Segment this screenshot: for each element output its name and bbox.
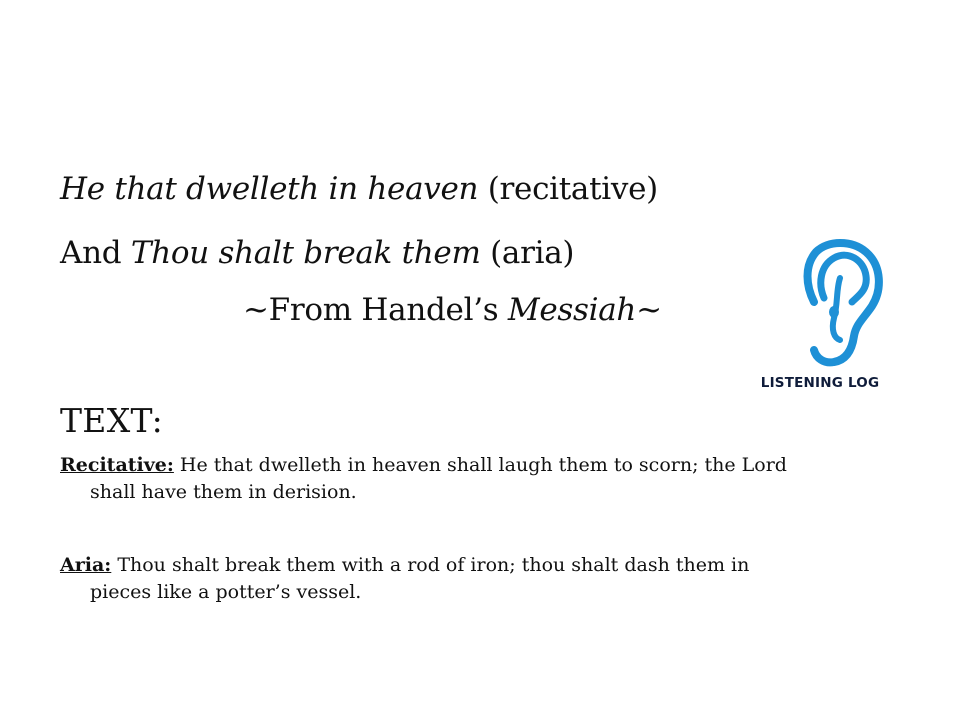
recitative-paragraph (60, 452, 915, 506)
recitative-label: Recitative: (60, 454, 174, 476)
aria-label: Aria: (60, 554, 112, 576)
title-line-1-plain: (recitative) (478, 171, 658, 207)
aria-paragraph (60, 552, 915, 606)
recitative-text-line-1: He that dwelleth in heaven shall laugh them to scorn; the Lord (173, 454, 787, 476)
text-heading: TEXT: (60, 401, 164, 440)
title-line-3-italic: Messiah (507, 292, 637, 328)
logo-caption: LISTENING LOG (760, 375, 880, 391)
title-line-2-italic: Thou shalt break them (130, 235, 481, 271)
recitative-text-line-2: shall have them in derision. (90, 481, 357, 503)
aria-text-line-1: Thou shalt break them with a rod of iron; thou shalt dash them in (111, 554, 750, 576)
title-line-2 (60, 234, 574, 272)
title-line-3-tail: ~ (636, 292, 662, 328)
title-line-1-italic: He that dwelleth in heaven (60, 171, 479, 207)
ear-icon (800, 238, 884, 368)
title-line-2-lead: And (60, 235, 131, 271)
title-line-3-lead: ~From Handel’s (243, 292, 508, 328)
listening-log-logo (750, 238, 890, 398)
aria-text-line-2: pieces like a potter’s vessel. (90, 581, 362, 603)
title-line-2-plain: (aria) (480, 235, 575, 271)
title-line-3 (243, 291, 662, 329)
title-line-1 (60, 170, 658, 208)
